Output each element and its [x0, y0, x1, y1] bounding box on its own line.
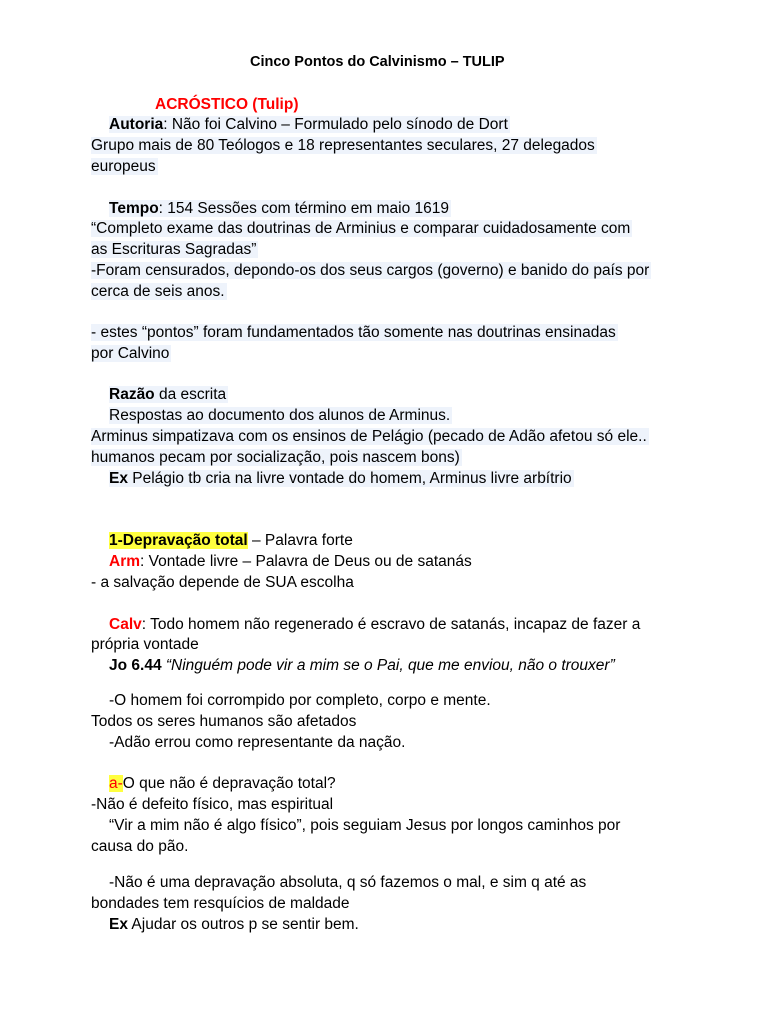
arm-label: Arm — [109, 553, 141, 570]
autoria-text: : Não foi Calvino – Formulado pelo sínodo de Dort — [163, 116, 508, 133]
absoluta-line-1: -Não é uma depravação absoluta, q só fazemos o mal, e sim q até as — [109, 874, 587, 891]
censura-line-2: cerca de seis anos. — [91, 283, 225, 300]
autoria-label: Autoria — [109, 116, 164, 133]
jo-quote: “Ninguém pode vir a mim se o Pai, que me enviou, não o trouxer” — [165, 657, 615, 674]
arminus-line-2: humanos pecam por socialização, pois nascem bons) — [91, 449, 460, 466]
ex2-line — [109, 914, 359, 935]
defeito-line: -Não é defeito físico, mas espiritual — [91, 796, 334, 813]
arm-text: : Vontade livre – Palavra de Deus ou de satanás — [140, 553, 472, 570]
grupo-line-1: Grupo mais de 80 Teólogos e 18 representantes seculares, 27 delegados — [91, 137, 595, 154]
censura-line-1: -Foram censurados, depondo-os dos seus cargos (governo) e banido do país por — [91, 262, 650, 279]
arminus-line-1: Arminus simpatizava com os ensinos de Pelágio (pecado de Adão afetou só ele.. — [91, 428, 647, 445]
grupo-line-2: europeus — [91, 158, 156, 175]
ex1-line — [109, 468, 574, 489]
depravacao-heading-line — [109, 530, 353, 551]
a-label: a- — [109, 775, 123, 792]
quote-line-1: “Completo exame das doutrinas de Arminius e comparar cuidadosamente com — [91, 220, 631, 237]
vir-line-2: causa do pão. — [91, 838, 189, 855]
calv-label: Calv — [109, 616, 142, 633]
ex1-text: Pelágio tb cria na livre vontade do homem, Arminus livre arbítrio — [127, 470, 572, 487]
jo-line — [109, 655, 615, 676]
todos-line: Todos os seres humanos são afetados — [91, 713, 357, 730]
jo-label: Jo 6.44 — [109, 657, 162, 674]
vir-line-1: “Vir a mim não é algo físico”, pois seguiam Jesus por longos caminhos por — [109, 817, 621, 834]
homem-line: -O homem foi corrompido por completo, corpo e mente. — [109, 692, 491, 709]
respostas-line: Respostas ao documento dos alunos de Arminus. — [109, 407, 451, 424]
calv-text: : Todo homem não regenerado é escravo de satanás, incapaz de fazer a — [141, 616, 641, 633]
depravacao-text: – Palavra forte — [247, 532, 353, 549]
pontos-line-1: - estes “pontos” foram fundamentados tão somente nas doutrinas ensinadas — [91, 324, 616, 341]
a-line — [109, 773, 336, 794]
document-title: Cinco Pontos do Calvinismo – TULIP — [250, 54, 505, 70]
razao-line — [109, 384, 228, 405]
razao-label: Razão — [109, 386, 155, 403]
autoria-line — [109, 114, 510, 135]
adao-line: -Adão errou como representante da nação. — [109, 734, 406, 751]
a-text: O que não é depravação total? — [122, 775, 336, 792]
depravacao-label: 1-Depravação total — [109, 532, 248, 549]
quote-line-2: as Escrituras Sagradas” — [91, 241, 257, 258]
ex1-label: Ex — [109, 470, 128, 487]
tempo-line — [109, 198, 451, 219]
salvacao-line: - a salvação depende de SUA escolha — [91, 574, 354, 591]
pontos-line-2: por Calvino — [91, 345, 170, 362]
arm-line — [109, 551, 472, 572]
tempo-label: Tempo — [109, 200, 159, 217]
calv-line-2: própria vontade — [91, 636, 199, 653]
ex2-label: Ex — [109, 916, 128, 933]
tempo-text: : 154 Sessões com término em maio 1619 — [158, 200, 449, 217]
razao-text: da escrita — [154, 386, 227, 403]
ex2-text: Ajudar os outros p se sentir bem. — [127, 916, 359, 933]
acrostico-heading: ACRÓSTICO (Tulip) — [155, 96, 299, 113]
absoluta-line-2: bondades tem resquícios de maldade — [91, 895, 350, 912]
calv-line-1 — [109, 614, 640, 635]
